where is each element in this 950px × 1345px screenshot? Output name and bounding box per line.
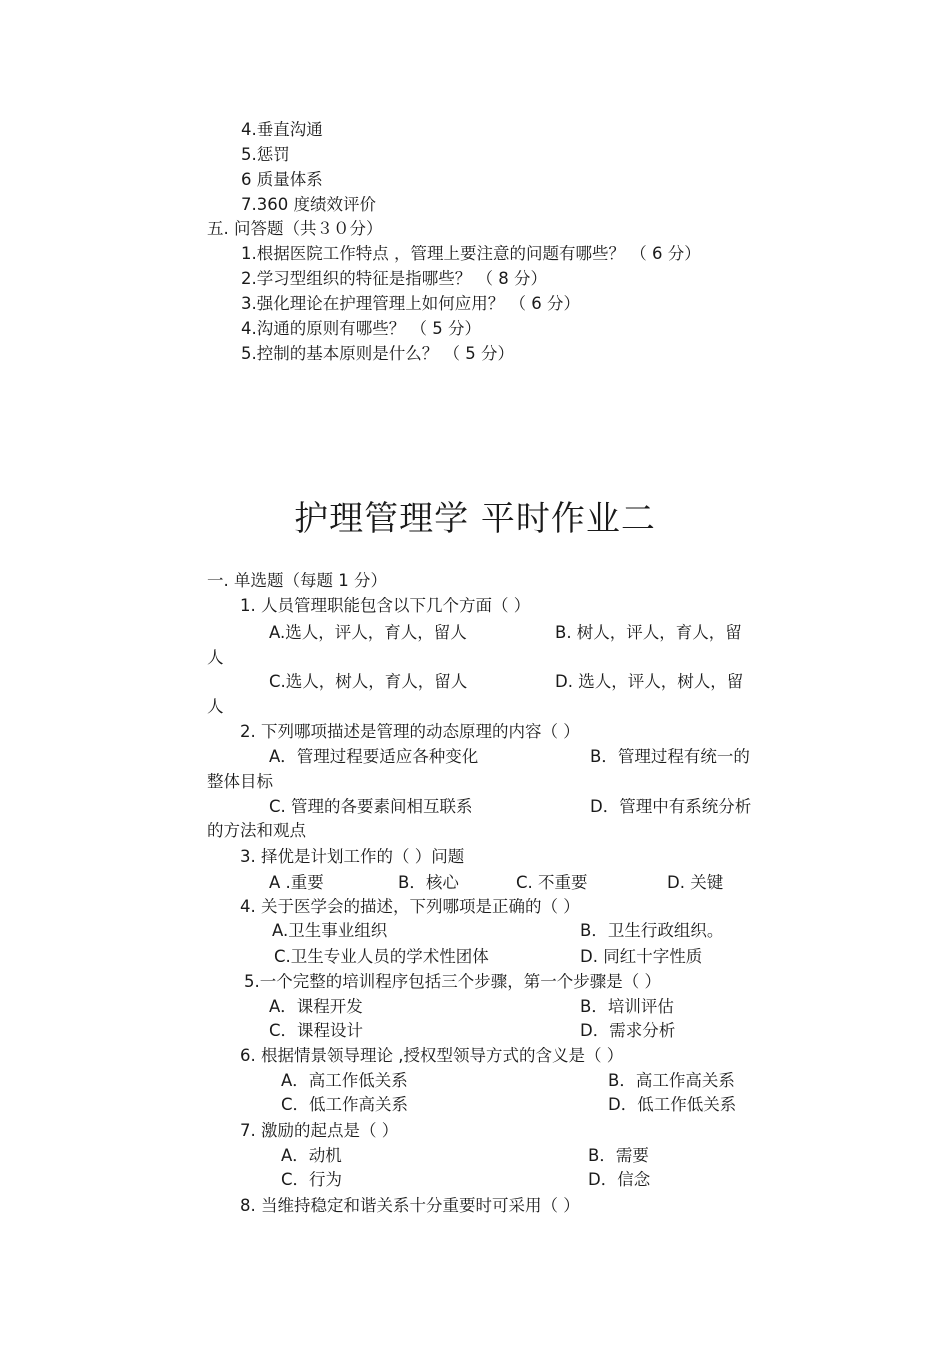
option-b: B．需要: [588, 1146, 649, 1165]
essay-question: 3.强化理论在护理管理上如何应用？ （ 6 分）: [241, 294, 580, 313]
option-c: C．行为: [281, 1170, 343, 1189]
section-five-heading: 五. 问答题（共３０分）: [207, 219, 383, 238]
option-a: A．课程开发: [269, 997, 363, 1016]
option-d: D．需求分析: [580, 1021, 676, 1040]
option-d: D．低工作低关系: [608, 1095, 737, 1114]
option-c: C．课程设计: [269, 1021, 364, 1040]
essay-question: 4.沟通的原则有哪些？ （ 5 分）: [241, 319, 481, 338]
term-item: 6 质量体系: [241, 170, 323, 189]
question-stem: 3. 择优是计划工作的（ ）问题: [240, 847, 465, 866]
option-d: D．管理中有系统分析: [590, 797, 752, 816]
option-b: B．高工作高关系: [608, 1071, 735, 1090]
option-a: A．动机: [281, 1146, 342, 1165]
question-stem: 7. 激励的起点是（ ）: [240, 1121, 399, 1140]
option-b: B．培训评估: [580, 997, 674, 1016]
term-item: 4.垂直沟通: [241, 120, 323, 139]
essay-question: 1.根据医院工作特点 ，管理上要注意的问题有哪些？ （ 6 分）: [241, 244, 701, 263]
option-a: A.卫生事业组织: [272, 921, 388, 940]
question-stem: 2. 下列哪项描述是管理的动态原理的内容（ ）: [240, 722, 580, 741]
option-b: B．管理过程有统一的: [590, 747, 750, 766]
option-a: A.选人，评人，育人，留人: [269, 623, 467, 642]
option-d: D. 关键: [667, 873, 724, 892]
option-b: B. 树人，评人，育人，留: [555, 623, 742, 642]
term-item: 5.惩罚: [241, 145, 290, 164]
option-c: C．低工作高关系: [281, 1095, 409, 1114]
option-wrap: 人: [207, 697, 224, 716]
option-d: D．信念: [588, 1170, 651, 1189]
option-b: B．核心: [398, 873, 459, 892]
option-c: C.选人，树人，育人，留人: [269, 672, 468, 691]
option-c: C. 管理的各要素间相互联系: [269, 797, 473, 816]
option-wrap: 的方法和观点: [207, 821, 306, 840]
option-b: B．卫生行政组织。: [580, 921, 724, 940]
option-a: A．管理过程要适应各种变化: [269, 747, 479, 766]
page-title: 护理管理学 平时作业二: [294, 499, 656, 539]
option-c: C. 不重要: [516, 873, 588, 892]
option-wrap: 整体目标: [207, 772, 273, 791]
question-stem: 4. 关于医学会的描述，下列哪项是正确的（ ）: [240, 897, 580, 916]
question-stem: 5.一个完整的培训程序包括三个步骤，第一个步骤是（ ）: [244, 972, 661, 991]
essay-question: 2.学习型组织的特征是指哪些？ （ 8 分）: [241, 269, 547, 288]
option-wrap: 人: [207, 648, 224, 667]
option-a: A .重要: [269, 873, 324, 892]
term-item: 7.360 度绩效评价: [241, 195, 376, 214]
section-one-heading: 一. 单选题（每题 1 分）: [207, 571, 387, 590]
question-stem: 6. 根据情景领导理论 ,授权型领导方式的含义是（ ）: [240, 1046, 624, 1065]
option-c: C.卫生专业人员的学术性团体: [274, 947, 489, 966]
question-stem: 8. 当维持稳定和谐关系十分重要时可采用（ ）: [240, 1196, 580, 1215]
option-d: D. 同红十字性质: [580, 947, 703, 966]
essay-question: 5.控制的基本原则是什么？ （ 5 分）: [241, 344, 514, 363]
option-d: D. 选人，评人，树人，留: [555, 672, 744, 691]
question-stem: 1. 人员管理职能包含以下几个方面（ ）: [240, 596, 531, 615]
option-a: A．高工作低关系: [281, 1071, 408, 1090]
